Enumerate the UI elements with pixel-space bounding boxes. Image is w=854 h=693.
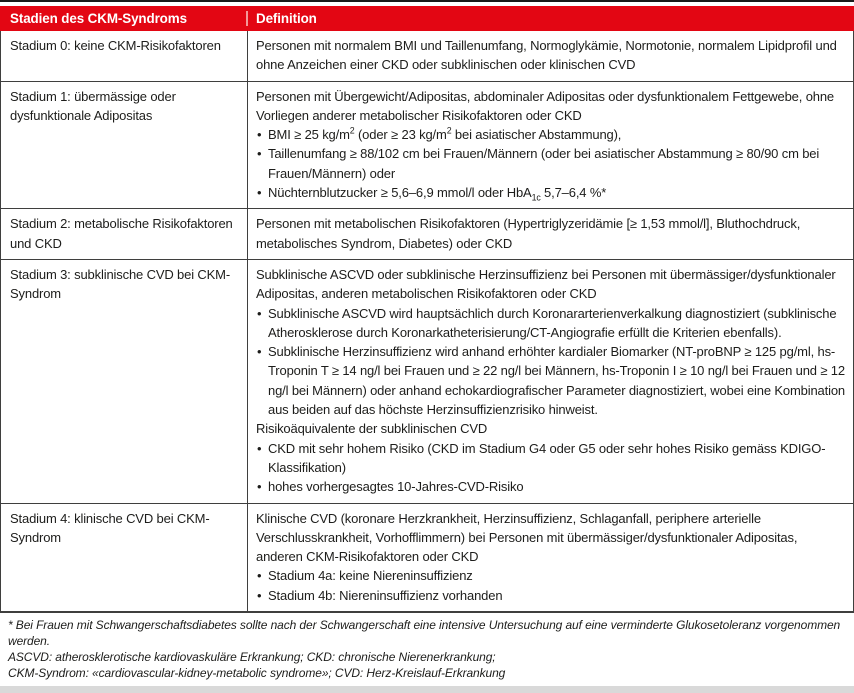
footnote-line: ASCVD: atherosklerotische kardiovaskuläre Erkrankung; CKD: chronische Nierenerkrankung; xyxy=(8,650,496,665)
bullet-icon: • xyxy=(257,146,262,162)
bottom-strip xyxy=(0,686,854,693)
bullet-item: • Stadium 4a: keine Niereninsuffizienz xyxy=(256,566,845,585)
definition-cell xyxy=(247,260,853,503)
stage-cell: Stadium 0: keine CKM-Risikofaktoren xyxy=(10,38,221,53)
definition-paragraph: Personen mit normalem BMI und Taillenumfang, Normoglykämie, Normotonie, normalem Lipidprofil und ohne Anzeichen einer CKD oder subklinischen oder klinischen CVD xyxy=(256,38,837,73)
bullet-icon: • xyxy=(257,587,262,603)
footnote-line: CKM-Syndrom: «cardiovascular-kidney-metabolic syndrome»; CVD: Herz-Kreislauf-Erkrankung xyxy=(8,666,506,681)
bullet-item: • Nüchternblutzucker ≥ 5,6–6,9 mmol/l oder HbA$_{1c}$ 5,7–6,4 %* xyxy=(257,185,607,203)
bullet-icon: • xyxy=(257,568,262,584)
stage-cell: Stadium 1: übermässige oder dysfunktionale Adipositas xyxy=(10,88,176,123)
bullet-item: • BMI ≥ 25 $kg/m^2$ (oder ≥ 23 $kg/m^2$ bei asiatischer Abstammung), xyxy=(256,125,845,144)
bullet-icon: • xyxy=(257,440,262,456)
definition-paragraph: Risikoäquivalente der subklinischen CVD xyxy=(256,421,488,437)
bullet-icon: • xyxy=(257,479,262,495)
table-row xyxy=(1,208,853,259)
bullet-item: • Subklinische Herzinsuffizienz wird anhand erhöhter kardialer Biomarker (NT-proBNP ≥ 125 pg/ml, hs-Troponin T ≥ 14 ng/l bei Frauen und ≥ 22 ng/l bei Männern, hs-Troponin I ≥ 10 ng/l bei Frauen und ≥ 12 ng/l bei Männern) oder anhand echokardiografischer Parameter diagnostiziert, wobei eine Kombination aus beiden auf das höchste Herzinsuffizienzrisiko hinweist. xyxy=(257,344,845,418)
bullet-item: • CKD mit sehr hohem Risiko (CKD im Stadium G4 oder G5 oder sehr hohes Risiko gemäss KDIGO-Klassifikation) xyxy=(257,440,826,475)
definition-paragraph: Personen mit Übergewicht/Adipositas, abdominaler Adipositas oder dysfunktionalem Fettgewebe, ohne Vorliegen anderer metabolischer Risikofaktoren oder CKD xyxy=(256,88,835,123)
table-header-row xyxy=(0,6,854,31)
definition-paragraph: Personen mit metabolischen Risikofaktoren (Hypertriglyzeridämie [≥ 1,53 mmol/l], Bluthochdruck, metabolisches Syndrom, Diabetes) oder CKD xyxy=(256,216,801,251)
table-row xyxy=(1,31,853,81)
bullet-item: • hohes vorhergesagtes 10-Jahres-CVD-Risiko xyxy=(256,477,845,496)
header-definition-column: Definition xyxy=(246,11,854,26)
table-row xyxy=(1,81,853,209)
definition-cell xyxy=(247,504,853,611)
definition-paragraph: Subklinische ASCVD oder subklinische Herzinsuffizienz bei Personen mit übermässiger/dysfunktionaler Adipositas, anderen metabolischen Risikofaktoren oder CKD xyxy=(256,266,836,302)
bullet-icon: • xyxy=(257,127,262,143)
bullet-item: • Subklinische ASCVD wird hauptsächlich durch Koronararterienverkalkung diagnostiziert (subklinische Atherosklerose durch Koronarkatheterisierung/CT-Angiografie erfüllt die Kriterien ebenfalls). xyxy=(257,305,837,340)
definition-cell xyxy=(247,82,853,209)
stage-cell: Stadium 4: klinische CVD bei CKM-Syndrom xyxy=(10,510,210,545)
bullet-item: • Taillenumfang ≥ 88/102 cm bei Frauen/Männern (oder bei asiatischer Abstammung ≥ 80/90 cm bei Frauen/Männern) oder xyxy=(257,146,820,181)
footnotes xyxy=(0,612,854,686)
bullet-icon: • xyxy=(257,305,262,321)
footnote-line: * Bei Frauen mit Schwangerschaftsdiabetes sollte nach der Schwangerschaft eine intensive Untersuchung auf eine verminderte Glukosetoleranz vorgenommen werden. xyxy=(8,618,841,649)
definition-cell xyxy=(247,209,853,259)
stage-cell: Stadium 3: subklinische CVD bei CKM-Syndrom xyxy=(10,266,231,302)
table-row xyxy=(1,259,853,503)
bullet-icon: • xyxy=(257,185,262,201)
header-stage-column: Stadien des CKM-Syndroms xyxy=(10,11,187,26)
stage-cell: Stadium 2: metabolische Risikofaktoren und CKD xyxy=(10,216,233,251)
bullet-item: • Stadium 4b: Niereninsuffizienz vorhanden xyxy=(256,586,845,605)
table-row xyxy=(1,503,853,611)
table-body xyxy=(0,31,854,612)
bullet-icon: • xyxy=(257,344,262,360)
definition-paragraph: Klinische CVD (koronare Herzkrankheit, Herzinsuffizienz, Schlaganfall, periphere arterielle Verschlusskrankheit, Vorhofflimmern) bei Personen mit übermässiger/dysfunktionaler Adipositas, anderen CKM-Risikofaktoren oder CKD xyxy=(256,510,798,565)
definition-cell xyxy=(247,31,853,81)
